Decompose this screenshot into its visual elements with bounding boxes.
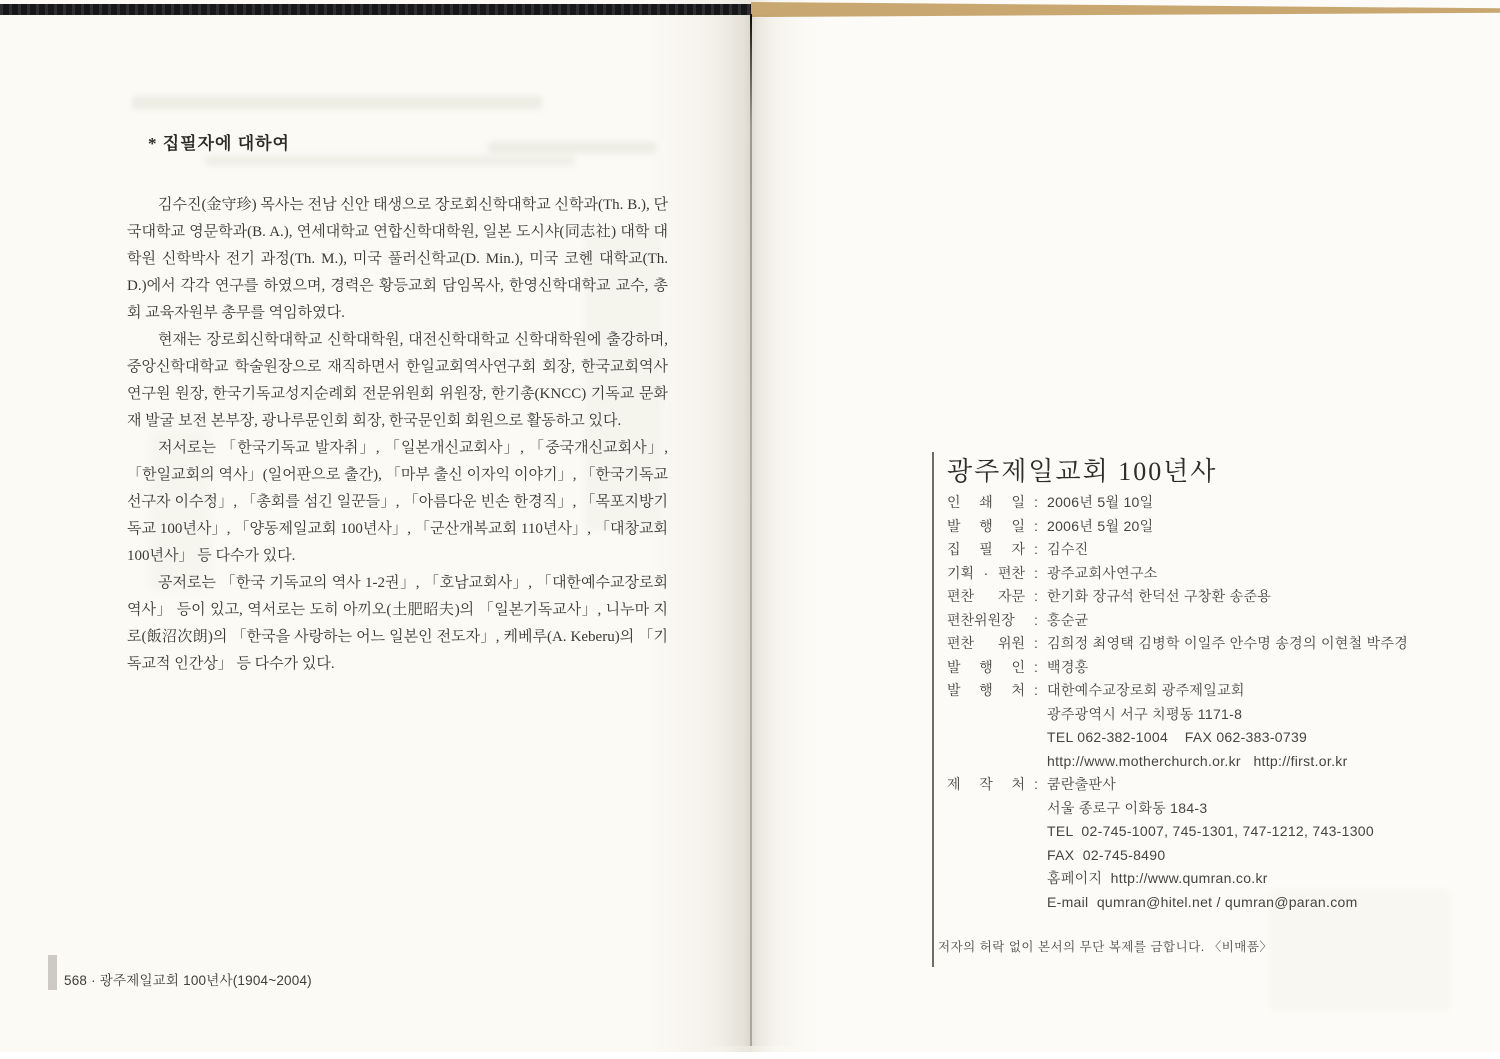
author-paragraph: 공저로는 「한국 기독교의 역사 1-2권」, 「호남교회사」, 「대한예수교장로회 역사」 등이 있고, 역서로는 도히 아끼오(土肥昭夫)의 「일본기독교사」, 니누마 지로(飯沼次朗)의 「한국을 사랑하는 어느 일본인 전도자」, 케베루(A. Keberu)의 「기독교적 인간상」 등 다수가 있다. [127,575,668,672]
colophon-row [947,515,1408,539]
colophon-row [947,679,1408,703]
colophon-value: 한기화 장규석 한덕선 구창환 송준용 [1047,588,1272,604]
colophon-colon: : [1034,517,1038,534]
colophon-value: 광주광역시 서구 치평동 1171-8 [1047,705,1243,722]
colophon-label: 제 작 처 [947,776,1025,792]
colophon-label: 발 행 처 [947,682,1025,698]
colophon-row [947,491,1408,515]
colophon-row [947,750,1408,774]
colophon-colon: : [1034,564,1038,581]
copyright-note: 저자의 허락 없이 본서의 무단 복제를 금합니다. 〈비매품〉 [938,940,1273,954]
colophon-row [947,585,1408,609]
colophon-value: 2006년 5월 10일 [1047,494,1154,510]
colophon-value: http://www.motherchurch.or.kr http://first.or.kr [1047,752,1348,769]
colophon-value: FAX 02-745-8490 [1047,846,1166,863]
colophon-row [947,656,1408,680]
page-footer: 568 · 광주제일교회 100년사(1904~2004) [64,973,312,988]
colophon-row [947,609,1408,633]
colophon-colon: : [1034,494,1038,510]
scan-bottom-margin [0,1052,1500,1059]
colophon-label: 편찬 자문 [947,588,1025,604]
colophon-value: 광주교회사연구소 [1047,564,1158,581]
colophon-label: 발 행 인 [947,658,1025,675]
colophon-vertical-rule [932,452,934,967]
colophon-value: 홍순균 [1047,611,1089,628]
footer-accent-bar [48,955,57,990]
colophon-row [947,562,1408,586]
colophon-colon: : [1034,635,1038,651]
colophon-row [947,844,1408,868]
colophon-value: TEL 062-382-1004 FAX 062-383-0739 [1047,729,1308,745]
colophon-row [947,773,1408,797]
colophon-value: 김희정 최영택 김병학 이일주 안수명 송경의 이현철 박주경 [1047,635,1409,651]
colophon-colon: : [1034,776,1038,792]
colophon-colon: : [1034,541,1038,557]
colophon-label: 기획 · 편찬 [947,564,1025,581]
colophon-row [947,538,1408,562]
colophon-value: 김수진 [1047,541,1089,557]
colophon-value: E-mail qumran@hitel.net / qumran@paran.com [1047,893,1358,910]
author-paragraph: 현재는 장로회신학대학교 신학대학원, 대전신학대학교 신학대학원에 출강하며, 중앙신학대학교 학술원장으로 재직하면서 한일교회역사연구회 회장, 한국교회역사연구원 원장, 한국기독교성지순례회 전문위원회 위원장, 한기총(KNCC) 기독교 문화재 발굴 보전 본부장, 광나루문인회 회장, 한국문인회 회원으로 활동하고 있다. [127,332,668,429]
colophon-value: 백경홍 [1047,658,1089,675]
colophon-row [947,703,1408,727]
colophon-colon: : [1034,682,1038,698]
colophon-rows [947,491,1408,914]
colophon-row [947,820,1408,844]
author-paragraph: 김수진(金守珍) 목사는 전남 신안 태생으로 장로회신학대학교 신학과(Th. B.), 단국대학교 영문학과(B. A.), 연세대학교 연합신학대학원, 일본 도시샤(同志社) 대학 대학원 신학박사 전기 과정(Th. M.), 미국 풀러신학교(D. Min.), 미국 코헨 대학교(Th. D.)에서 각각 연구를 하였으며, 경력은 황등교회 담임목사, 한영신학대학교 교수, 총회 교육자원부 총무를 역임하였다. [127,197,668,321]
colophon-row [947,632,1408,656]
colophon-label: 편찬위원장 [947,611,1015,628]
gutter-line [750,14,752,1046]
colophon-label: 집 필 자 [947,541,1025,557]
author-paragraph: 저서로는 「한국기독교 발자취」, 「일본개신교회사」, 「중국개신교회사」, 「한일교회의 역사」(일어판으로 출간), 「마부 출신 이자익 이야기」, 「한국기독교 선구자 이수정」, 「총회를 섬긴 일꾼들」, 「아름다운 빈손 한경직」, 「목포지방기독교 100년사」, 「양동제일교회 100년사」, 「군산개복교회 110년사」, 「대창교회 100년사」 등 다수가 있다. [127,440,668,564]
colophon-colon: : [1034,658,1038,675]
colophon-value: 2006년 5월 20일 [1047,517,1154,534]
colophon-row [947,797,1408,821]
author-section-heading: * 집필자에 대하여 [148,134,290,153]
colophon-label: 발 행 일 [947,517,1025,534]
colophon-colon: : [1034,588,1038,604]
colophon-value: 서울 종로구 이화동 184-3 [1047,799,1208,816]
colophon-colon: : [1034,611,1038,628]
colophon-row [947,726,1408,750]
colophon-title: 광주제일교회 100년사 [947,457,1218,486]
colophon-row [947,867,1408,891]
colophon-label: 인 쇄 일 [947,494,1025,510]
author-paragraphs [127,192,668,678]
scan-top-dark-band [0,4,751,15]
colophon-row [947,891,1408,915]
colophon-label: 편찬 위원 [947,635,1025,651]
colophon-value: 대한예수교장로회 광주제일교회 [1047,682,1245,698]
colophon-value: TEL 02-745-1007, 745-1301, 747-1212, 743-1300 [1047,823,1374,839]
colophon-value: 쿰란출판사 [1047,776,1117,792]
colophon-value: 홈페이지 http://www.qumran.co.kr [1047,870,1268,886]
